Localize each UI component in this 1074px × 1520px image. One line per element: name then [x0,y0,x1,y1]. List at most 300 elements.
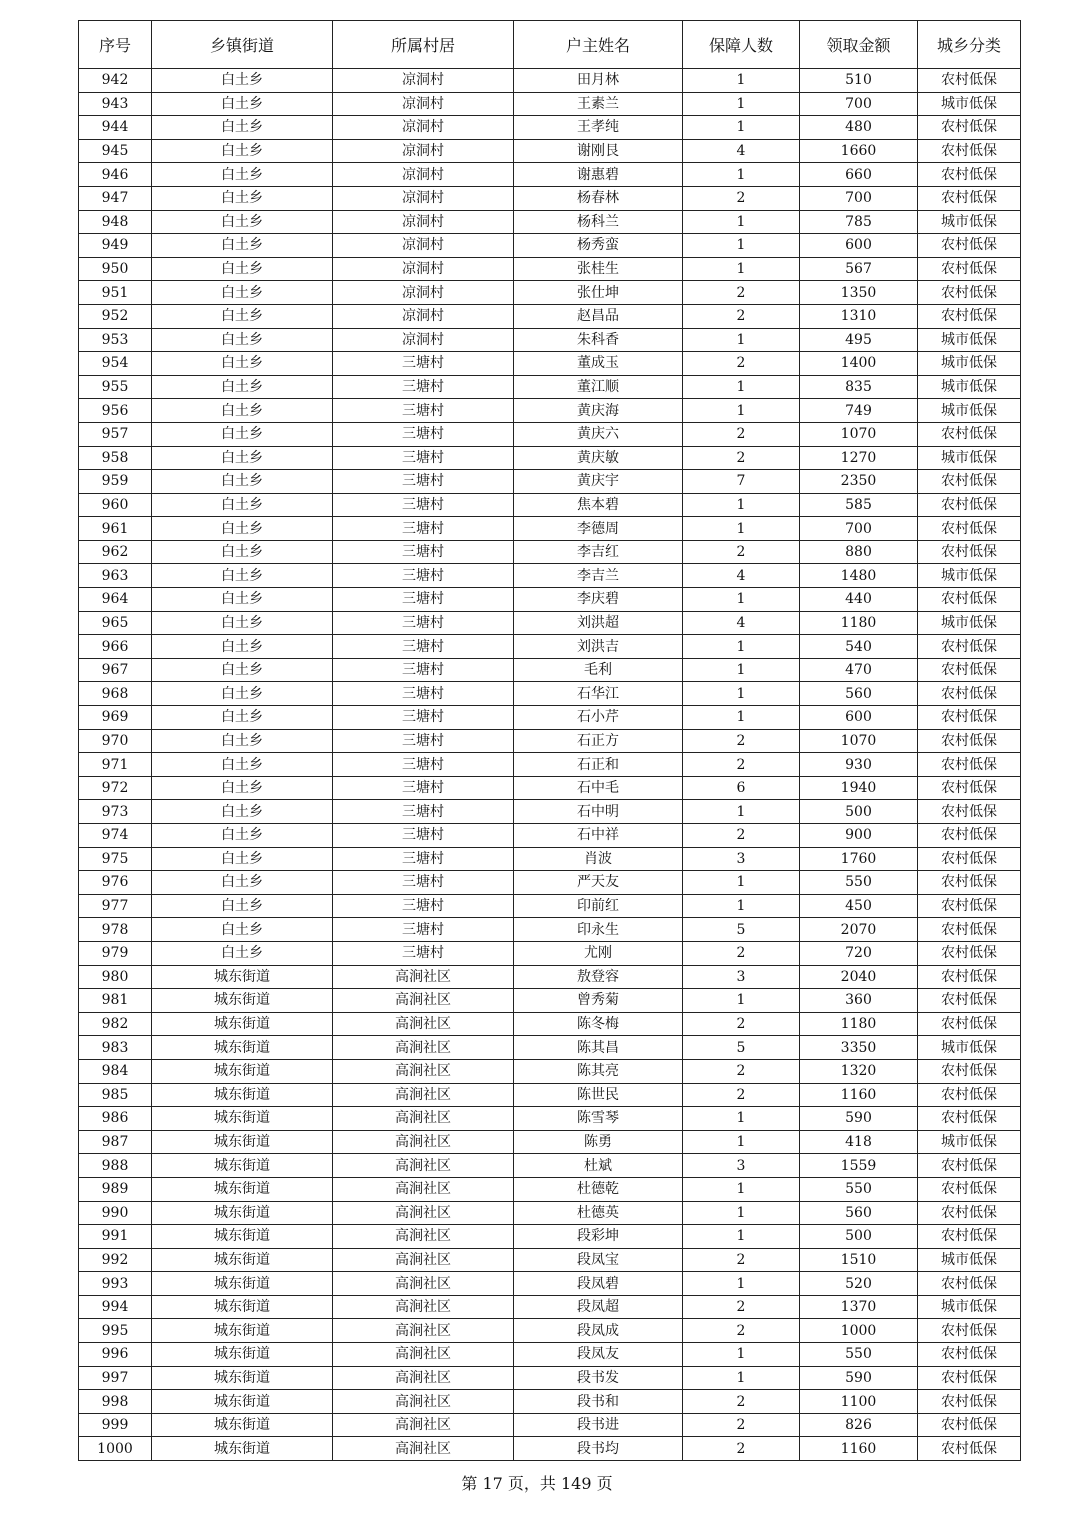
cell-amount: 520 [800,1272,918,1296]
cell-amount: 1310 [800,304,918,328]
cell-category: 农村低保 [918,186,1021,210]
cell-serial: 946 [79,163,152,187]
table-row [79,658,1021,682]
cell-persons: 3 [683,847,800,871]
cell-householder: 印永生 [514,918,683,942]
cell-householder: 石华江 [514,682,683,706]
table-row [79,493,1021,517]
table-row [79,304,1021,328]
cell-persons: 1 [683,1130,800,1154]
cell-category: 农村低保 [918,635,1021,659]
cell-village: 三塘村 [333,847,514,871]
table-row [79,1154,1021,1178]
cell-category: 农村低保 [918,163,1021,187]
cell-village: 凉洞村 [333,210,514,234]
page-footer: 第 17 页，共 149 页 [461,1474,613,1493]
cell-amount: 1660 [800,139,918,163]
table-row [79,1295,1021,1319]
table-row [79,941,1021,965]
cell-persons: 2 [683,446,800,470]
cell-village: 高涧社区 [333,1154,514,1178]
cell-serial: 992 [79,1248,152,1272]
cell-serial: 988 [79,1154,152,1178]
cell-householder: 杨科兰 [514,210,683,234]
cell-householder: 段凤宝 [514,1248,683,1272]
cell-village: 三塘村 [333,517,514,541]
cell-township: 白土乡 [152,446,333,470]
cell-serial: 951 [79,281,152,305]
cell-category: 城市低保 [918,564,1021,588]
cell-persons: 5 [683,918,800,942]
cell-village: 凉洞村 [333,139,514,163]
cell-amount: 1350 [800,281,918,305]
cell-category: 农村低保 [918,1413,1021,1437]
cell-township: 城东街道 [152,965,333,989]
table-row [79,894,1021,918]
table-row [79,234,1021,258]
table-row [79,1390,1021,1414]
cell-serial: 953 [79,328,152,352]
cell-householder: 李吉红 [514,540,683,564]
cell-category: 城市低保 [918,1130,1021,1154]
cell-serial: 990 [79,1201,152,1225]
cell-serial: 991 [79,1225,152,1249]
cell-village: 高涧社区 [333,1390,514,1414]
table-row [79,1107,1021,1131]
cell-township: 城东街道 [152,1248,333,1272]
cell-township: 城东街道 [152,1437,333,1461]
table-row [79,1177,1021,1201]
table-row [79,352,1021,376]
cell-village: 三塘村 [333,422,514,446]
cell-serial: 969 [79,706,152,730]
cell-serial: 947 [79,186,152,210]
cell-persons: 1 [683,234,800,258]
cell-householder: 王孝纯 [514,116,683,140]
table-row [79,446,1021,470]
cell-serial: 975 [79,847,152,871]
cell-township: 城东街道 [152,1343,333,1367]
cell-amount: 1270 [800,446,918,470]
cell-township: 白土乡 [152,186,333,210]
cell-serial: 987 [79,1130,152,1154]
cell-village: 高涧社区 [333,989,514,1013]
cell-householder: 黄庆宇 [514,470,683,494]
cell-serial: 954 [79,352,152,376]
cell-persons: 2 [683,540,800,564]
header-persons: 保障人数 [683,21,800,69]
table-row [79,611,1021,635]
cell-amount: 560 [800,682,918,706]
cell-village: 凉洞村 [333,281,514,305]
table-row [79,375,1021,399]
cell-serial: 979 [79,941,152,965]
table-body [79,69,1021,1461]
cell-township: 白土乡 [152,281,333,305]
cell-serial: 967 [79,658,152,682]
header-householder: 户主姓名 [514,21,683,69]
cell-amount: 500 [800,1225,918,1249]
cell-serial: 999 [79,1413,152,1437]
cell-village: 高涧社区 [333,1366,514,1390]
cell-township: 白土乡 [152,517,333,541]
cell-serial: 984 [79,1059,152,1083]
cell-persons: 2 [683,1413,800,1437]
cell-amount: 440 [800,588,918,612]
cell-amount: 480 [800,116,918,140]
cell-township: 白土乡 [152,894,333,918]
roster-table [78,20,1021,1461]
cell-persons: 1 [683,375,800,399]
cell-category: 农村低保 [918,918,1021,942]
cell-township: 白土乡 [152,682,333,706]
cell-village: 高涧社区 [333,1130,514,1154]
cell-householder: 焦本碧 [514,493,683,517]
cell-amount: 1070 [800,729,918,753]
cell-township: 白土乡 [152,92,333,116]
table-row [79,682,1021,706]
cell-serial: 973 [79,800,152,824]
cell-village: 三塘村 [333,800,514,824]
cell-category: 城市低保 [918,375,1021,399]
cell-township: 白土乡 [152,257,333,281]
cell-village: 高涧社区 [333,1272,514,1296]
cell-amount: 450 [800,894,918,918]
cell-village: 高涧社区 [333,1319,514,1343]
cell-persons: 1 [683,257,800,281]
cell-persons: 2 [683,1012,800,1036]
cell-amount: 1400 [800,352,918,376]
cell-serial: 968 [79,682,152,706]
cell-category: 农村低保 [918,1059,1021,1083]
cell-township: 白土乡 [152,116,333,140]
cell-serial: 942 [79,69,152,93]
cell-serial: 997 [79,1366,152,1390]
cell-persons: 1 [683,92,800,116]
cell-householder: 朱科香 [514,328,683,352]
cell-serial: 993 [79,1272,152,1296]
cell-householder: 董江顺 [514,375,683,399]
cell-persons: 1 [683,1177,800,1201]
cell-amount: 2040 [800,965,918,989]
table-row [79,1437,1021,1461]
cell-persons: 1 [683,1201,800,1225]
cell-householder: 杨春林 [514,186,683,210]
cell-serial: 955 [79,375,152,399]
cell-category: 农村低保 [918,871,1021,895]
cell-amount: 3350 [800,1036,918,1060]
table-row [79,1319,1021,1343]
cell-category: 农村低保 [918,1083,1021,1107]
cell-village: 高涧社区 [333,1083,514,1107]
table-row [79,1343,1021,1367]
cell-village: 三塘村 [333,824,514,848]
cell-township: 城东街道 [152,1295,333,1319]
table-row [79,776,1021,800]
cell-persons: 1 [683,163,800,187]
cell-category: 农村低保 [918,422,1021,446]
cell-serial: 956 [79,399,152,423]
cell-serial: 982 [79,1012,152,1036]
cell-township: 白土乡 [152,800,333,824]
cell-category: 农村低保 [918,470,1021,494]
cell-householder: 李庆碧 [514,588,683,612]
cell-householder: 段凤友 [514,1343,683,1367]
cell-village: 高涧社区 [333,1295,514,1319]
cell-householder: 张桂生 [514,257,683,281]
header-village: 所属村居 [333,21,514,69]
header-amount: 领取金额 [800,21,918,69]
cell-persons: 1 [683,635,800,659]
cell-category: 农村低保 [918,847,1021,871]
table-row [79,1225,1021,1249]
header-category: 城乡分类 [918,21,1021,69]
cell-householder: 段凤超 [514,1295,683,1319]
cell-persons: 2 [683,186,800,210]
cell-township: 城东街道 [152,1130,333,1154]
table-row [79,281,1021,305]
table-row [79,1201,1021,1225]
cell-village: 凉洞村 [333,257,514,281]
cell-category: 农村低保 [918,1272,1021,1296]
table-row [79,1130,1021,1154]
cell-village: 高涧社区 [333,965,514,989]
cell-township: 白土乡 [152,635,333,659]
cell-householder: 陈世民 [514,1083,683,1107]
cell-township: 白土乡 [152,493,333,517]
cell-category: 城市低保 [918,210,1021,234]
cell-persons: 5 [683,1036,800,1060]
table-row [79,1083,1021,1107]
cell-category: 城市低保 [918,1248,1021,1272]
cell-township: 城东街道 [152,1154,333,1178]
cell-persons: 2 [683,1437,800,1461]
cell-village: 凉洞村 [333,92,514,116]
cell-serial: 986 [79,1107,152,1131]
cell-village: 三塘村 [333,588,514,612]
cell-serial: 964 [79,588,152,612]
cell-amount: 700 [800,186,918,210]
header-serial: 序号 [79,21,152,69]
cell-householder: 谢惠碧 [514,163,683,187]
table-row [79,163,1021,187]
cell-persons: 2 [683,304,800,328]
cell-amount: 1100 [800,1390,918,1414]
cell-category: 农村低保 [918,1390,1021,1414]
cell-persons: 7 [683,470,800,494]
cell-amount: 749 [800,399,918,423]
cell-householder: 石正方 [514,729,683,753]
cell-persons: 2 [683,1319,800,1343]
cell-persons: 1 [683,69,800,93]
table-row [79,399,1021,423]
cell-category: 农村低保 [918,729,1021,753]
cell-township: 城东街道 [152,1225,333,1249]
cell-village: 三塘村 [333,352,514,376]
cell-category: 农村低保 [918,682,1021,706]
cell-township: 白土乡 [152,375,333,399]
cell-householder: 石中明 [514,800,683,824]
table-row [79,186,1021,210]
cell-township: 白土乡 [152,163,333,187]
cell-category: 城市低保 [918,352,1021,376]
cell-persons: 1 [683,588,800,612]
cell-category: 农村低保 [918,800,1021,824]
cell-township: 城东街道 [152,989,333,1013]
cell-householder: 肖波 [514,847,683,871]
cell-township: 白土乡 [152,706,333,730]
cell-persons: 1 [683,658,800,682]
cell-householder: 段凤碧 [514,1272,683,1296]
cell-persons: 2 [683,422,800,446]
cell-serial: 949 [79,234,152,258]
cell-village: 高涧社区 [333,1201,514,1225]
cell-amount: 835 [800,375,918,399]
cell-township: 白土乡 [152,234,333,258]
cell-village: 凉洞村 [333,234,514,258]
cell-persons: 1 [683,399,800,423]
table-row [79,470,1021,494]
cell-amount: 1940 [800,776,918,800]
cell-category: 城市低保 [918,1295,1021,1319]
cell-township: 白土乡 [152,399,333,423]
cell-category: 农村低保 [918,69,1021,93]
cell-serial: 995 [79,1319,152,1343]
cell-amount: 418 [800,1130,918,1154]
cell-serial: 952 [79,304,152,328]
cell-serial: 958 [79,446,152,470]
cell-village: 三塘村 [333,540,514,564]
cell-persons: 4 [683,139,800,163]
cell-township: 白土乡 [152,753,333,777]
cell-persons: 2 [683,824,800,848]
cell-persons: 1 [683,706,800,730]
cell-amount: 1320 [800,1059,918,1083]
cell-category: 农村低保 [918,1107,1021,1131]
cell-township: 白土乡 [152,588,333,612]
cell-householder: 石小芹 [514,706,683,730]
cell-persons: 1 [683,517,800,541]
table-row [79,328,1021,352]
cell-village: 高涧社区 [333,1012,514,1036]
cell-serial: 944 [79,116,152,140]
cell-persons: 2 [683,352,800,376]
cell-township: 白土乡 [152,941,333,965]
cell-serial: 983 [79,1036,152,1060]
cell-village: 高涧社区 [333,1413,514,1437]
table-row [79,1059,1021,1083]
cell-category: 农村低保 [918,753,1021,777]
cell-township: 城东街道 [152,1036,333,1060]
table-row [79,635,1021,659]
cell-amount: 1180 [800,611,918,635]
cell-persons: 2 [683,753,800,777]
cell-township: 城东街道 [152,1177,333,1201]
cell-township: 白土乡 [152,69,333,93]
cell-householder: 段书均 [514,1437,683,1461]
cell-householder: 段书进 [514,1413,683,1437]
cell-persons: 4 [683,611,800,635]
cell-serial: 948 [79,210,152,234]
cell-persons: 1 [683,493,800,517]
cell-amount: 826 [800,1413,918,1437]
cell-householder: 陈雪琴 [514,1107,683,1131]
cell-amount: 2350 [800,470,918,494]
cell-householder: 曾秀菊 [514,989,683,1013]
cell-householder: 杜德乾 [514,1177,683,1201]
cell-village: 三塘村 [333,871,514,895]
cell-amount: 2070 [800,918,918,942]
cell-persons: 1 [683,1225,800,1249]
cell-householder: 严天友 [514,871,683,895]
cell-township: 城东街道 [152,1272,333,1296]
cell-persons: 1 [683,1272,800,1296]
cell-serial: 994 [79,1295,152,1319]
cell-category: 城市低保 [918,446,1021,470]
cell-serial: 971 [79,753,152,777]
cell-village: 三塘村 [333,611,514,635]
table-row [79,564,1021,588]
cell-householder: 黄庆敏 [514,446,683,470]
cell-township: 白土乡 [152,564,333,588]
cell-amount: 900 [800,824,918,848]
cell-township: 白土乡 [152,611,333,635]
cell-householder: 石中毛 [514,776,683,800]
cell-category: 农村低保 [918,281,1021,305]
cell-householder: 段凤成 [514,1319,683,1343]
cell-amount: 1370 [800,1295,918,1319]
cell-township: 白土乡 [152,304,333,328]
cell-village: 凉洞村 [333,186,514,210]
cell-amount: 590 [800,1107,918,1131]
cell-householder: 杜斌 [514,1154,683,1178]
cell-amount: 550 [800,871,918,895]
cell-amount: 1000 [800,1319,918,1343]
cell-householder: 谢刚艮 [514,139,683,163]
cell-amount: 600 [800,706,918,730]
cell-township: 白土乡 [152,352,333,376]
cell-householder: 石正和 [514,753,683,777]
cell-village: 三塘村 [333,729,514,753]
table-row [79,257,1021,281]
cell-category: 农村低保 [918,1319,1021,1343]
table-row [79,517,1021,541]
cell-serial: 965 [79,611,152,635]
cell-village: 三塘村 [333,682,514,706]
cell-householder: 陈其昌 [514,1036,683,1060]
cell-category: 农村低保 [918,824,1021,848]
cell-category: 城市低保 [918,399,1021,423]
cell-persons: 3 [683,1154,800,1178]
table-row [79,847,1021,871]
header-row [79,21,1021,69]
cell-amount: 585 [800,493,918,517]
cell-serial: 945 [79,139,152,163]
cell-amount: 700 [800,92,918,116]
cell-village: 高涧社区 [333,1036,514,1060]
cell-village: 三塘村 [333,894,514,918]
cell-amount: 1180 [800,1012,918,1036]
cell-amount: 590 [800,1366,918,1390]
cell-serial: 974 [79,824,152,848]
cell-householder: 黄庆六 [514,422,683,446]
cell-category: 农村低保 [918,706,1021,730]
cell-village: 凉洞村 [333,69,514,93]
cell-serial: 957 [79,422,152,446]
cell-category: 农村低保 [918,116,1021,140]
cell-amount: 470 [800,658,918,682]
cell-serial: 960 [79,493,152,517]
